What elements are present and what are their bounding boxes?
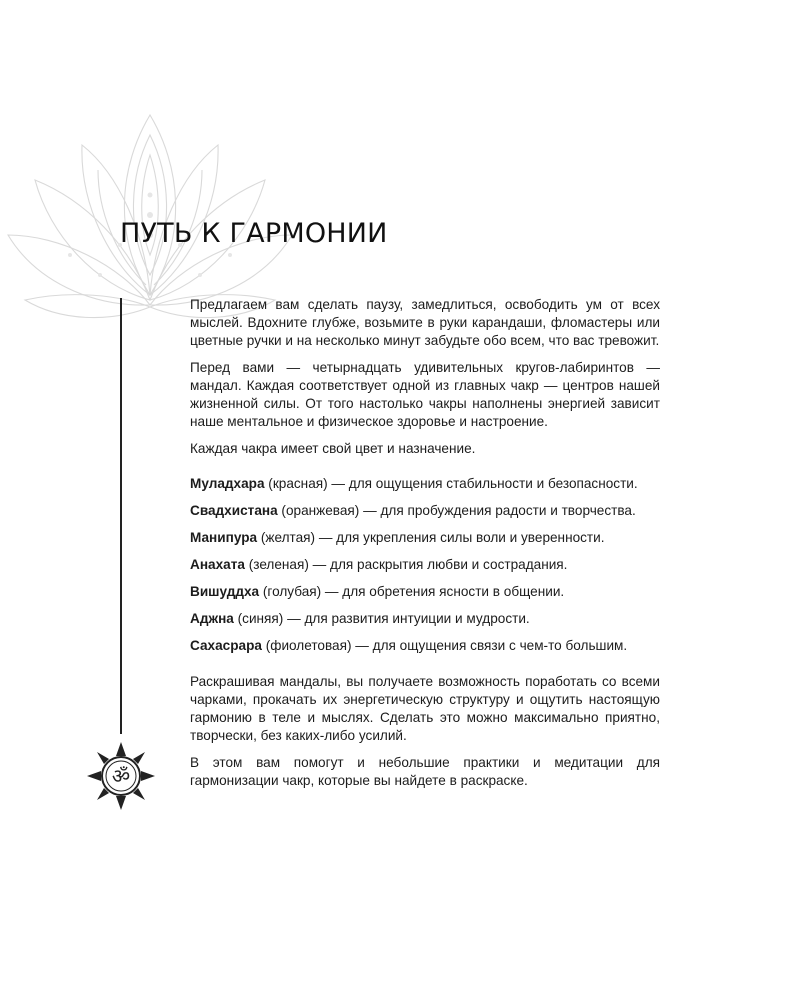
chakra-desc: (красная) — для ощущения стабильности и безопасности.	[264, 476, 638, 491]
chakra-item	[190, 583, 660, 601]
om-symbol: ॐ	[111, 764, 131, 788]
page-title: ПУТЬ К ГАРМОНИИ	[120, 218, 388, 249]
chakra-name: Вишуддха	[190, 584, 260, 599]
chakra-name: Анахата	[190, 557, 245, 572]
intro-paragraph: Перед вами — четырнадцать удивительных кругов-лабиринтов — мандал. Каждая соответствует одной из главных чакр — центров нашей жизненной силы. От того настолько чакры наполнены энергией зависит наше ментальное и физическое здоровье и настроение.	[190, 360, 660, 429]
chakra-desc: (желтая) — для укрепления силы воли и уверенности.	[257, 530, 605, 545]
vertical-divider	[120, 298, 122, 734]
chakra-item	[190, 529, 660, 547]
outro-paragraph: В этом вам помогут и небольшие практики и медитации для гармонизации чакр, которые вы найдете в раскраске.	[190, 755, 660, 788]
chakra-list	[190, 475, 660, 655]
chakra-name: Свадхистана	[190, 503, 278, 518]
chakra-desc: (оранжевая) — для пробуждения радости и творчества.	[277, 503, 636, 518]
lotus-illustration	[0, 95, 300, 325]
chakra-desc: (синяя) — для развития интуиции и мудрости.	[233, 611, 530, 626]
chakra-name: Сахасрара	[190, 638, 262, 653]
om-emblem	[85, 740, 157, 812]
chakra-name: Манипура	[190, 530, 258, 545]
chakra-item	[190, 475, 660, 493]
chakra-item	[190, 610, 660, 628]
intro-paragraph: Каждая чакра имеет свой цвет и назначение.	[190, 441, 476, 456]
chakra-item	[190, 502, 660, 520]
page-content	[190, 296, 660, 799]
chakra-item	[190, 556, 660, 574]
chakra-desc: (фиолетовая) — для ощущения связи с чем-то большим.	[261, 638, 628, 653]
chakra-desc: (зеленая) — для раскрытия любви и сострадания.	[244, 557, 568, 572]
chakra-name: Муладхара	[190, 476, 265, 491]
chakra-desc: (голубая) — для обретения ясности в общении.	[259, 584, 565, 599]
outro-paragraph: Раскрашивая мандалы, вы получаете возможность поработать со всеми чарками, прокачать их энергетическую структуру и ощутить настоящую гармонию в теле и мыслях. Сделать это можно максимально приятно, творчески, без каких-либо усилий.	[190, 674, 660, 743]
chakra-name: Аджна	[190, 611, 234, 626]
chakra-item	[190, 637, 660, 655]
intro-paragraph: Предлагаем вам сделать паузу, замедлиться, освободить ум от всех мыслей. Вдохните глубже, возьмите в руки карандаши, фломастеры или цветные ручки и на несколько минут забудьте обо всем, что вас тревожит.	[190, 297, 660, 348]
